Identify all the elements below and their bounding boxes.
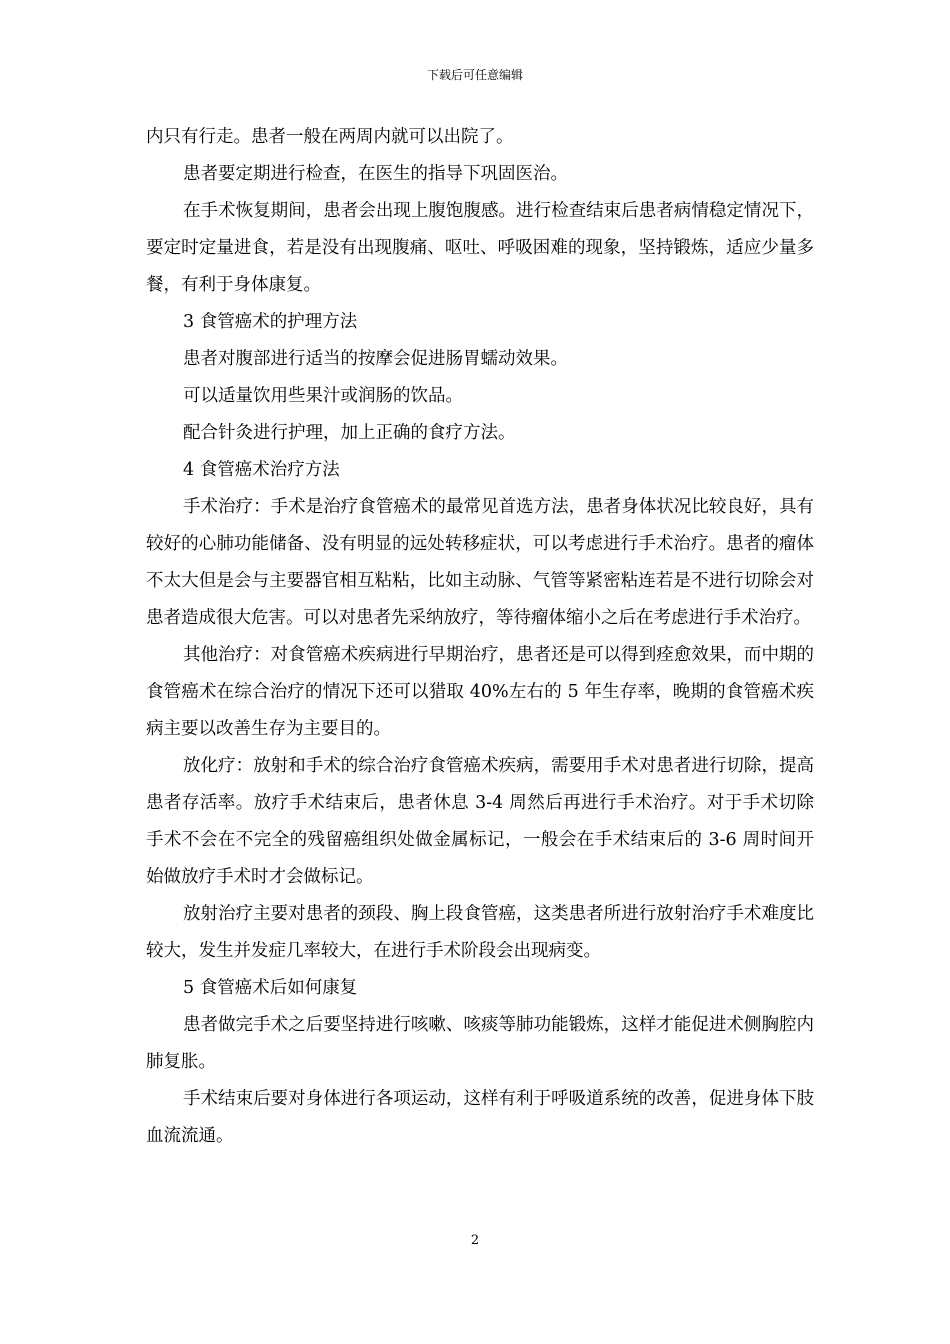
paragraph-6: 可以适量饮用些果汁或润肠的饮品。 bbox=[183, 386, 463, 406]
paragraph-14: 患者做完手术之后要坚持进行咳嗽、咳痰等肺功能锻炼，这样才能促进术侧胸腔内肺复胀。 bbox=[146, 1015, 814, 1072]
paragraph-10: 其他治疗：对食管癌术疾病进行早期治疗，患者还是可以得到痊愈效果，而中期的食管癌术在综合治疗的情况下还可以猎取 40%左右的 5 年生存率，晚期的食管癌术疾病主要以改善生存为主要目的。 bbox=[146, 645, 814, 739]
paragraph-2: 患者要定期进行检查，在医生的指导下巩固医治。 bbox=[183, 164, 568, 184]
paragraph-7: 配合针灸进行护理，加上正确的食疗方法。 bbox=[183, 423, 516, 443]
section-heading-5: 5 食管癌术后如何康复 bbox=[183, 978, 358, 998]
document-body bbox=[146, 119, 814, 1155]
paragraph-1: 内只有行走。患者一般在两周内就可以出院了。 bbox=[146, 127, 514, 147]
paragraph-11: 放化疗：放射和手术的综合治疗食管癌术疾病，需要用手术对患者进行切除，提高患者存活率。放疗手术结束后，患者休息 3-4 周然后再进行手术治疗。对于手术切除手术不会在不完全的残留癌组织处做金属标记，一般会在手术结束后的 3-6 周时间开始做放疗手术时才会做标记。 bbox=[146, 756, 814, 887]
paragraph-9: 手术治疗：手术是治疗食管癌术的最常见首选方法，患者身体状况比较良好，具有较好的心肺功能储备、没有明显的远处转移症状，可以考虑进行手术治疗。患者的瘤体不太大但是会与主要器官相互粘粘，比如主动脉、气管等紧密粘连若是不进行切除会对患者造成很大危害。可以对患者先采纳放疗，等待瘤体缩小之后在考虑进行手术治疗。 bbox=[146, 497, 814, 628]
page-header: 下载后可任意编辑 bbox=[426, 68, 523, 82]
paragraph-15: 手术结束后要对身体进行各项运动，这样有利于呼吸道系统的改善，促进身体下肢血流流通。 bbox=[146, 1089, 814, 1146]
paragraph-12: 放射治疗主要对患者的颈段、胸上段食管癌，这类患者所进行放射治疗手术难度比较大，发生并发症几率较大，在进行手术阶段会出现病变。 bbox=[146, 904, 814, 961]
paragraph-5: 患者对腹部进行适当的按摩会促进肠胃蠕动效果。 bbox=[183, 349, 568, 369]
section-heading-4: 4 食管癌术治疗方法 bbox=[183, 460, 340, 480]
paragraph-3: 在手术恢复期间，患者会出现上腹饱腹感。进行检查结束后患者病情稳定情况下，要定时定量进食，若是没有出现腹痛、呕吐、呼吸困难的现象，坚持锻炼，适应少量多餐，有利于身体康复。 bbox=[146, 201, 814, 295]
section-heading-3: 3 食管癌术的护理方法 bbox=[183, 312, 358, 332]
page-number: 2 bbox=[470, 1233, 480, 1248]
